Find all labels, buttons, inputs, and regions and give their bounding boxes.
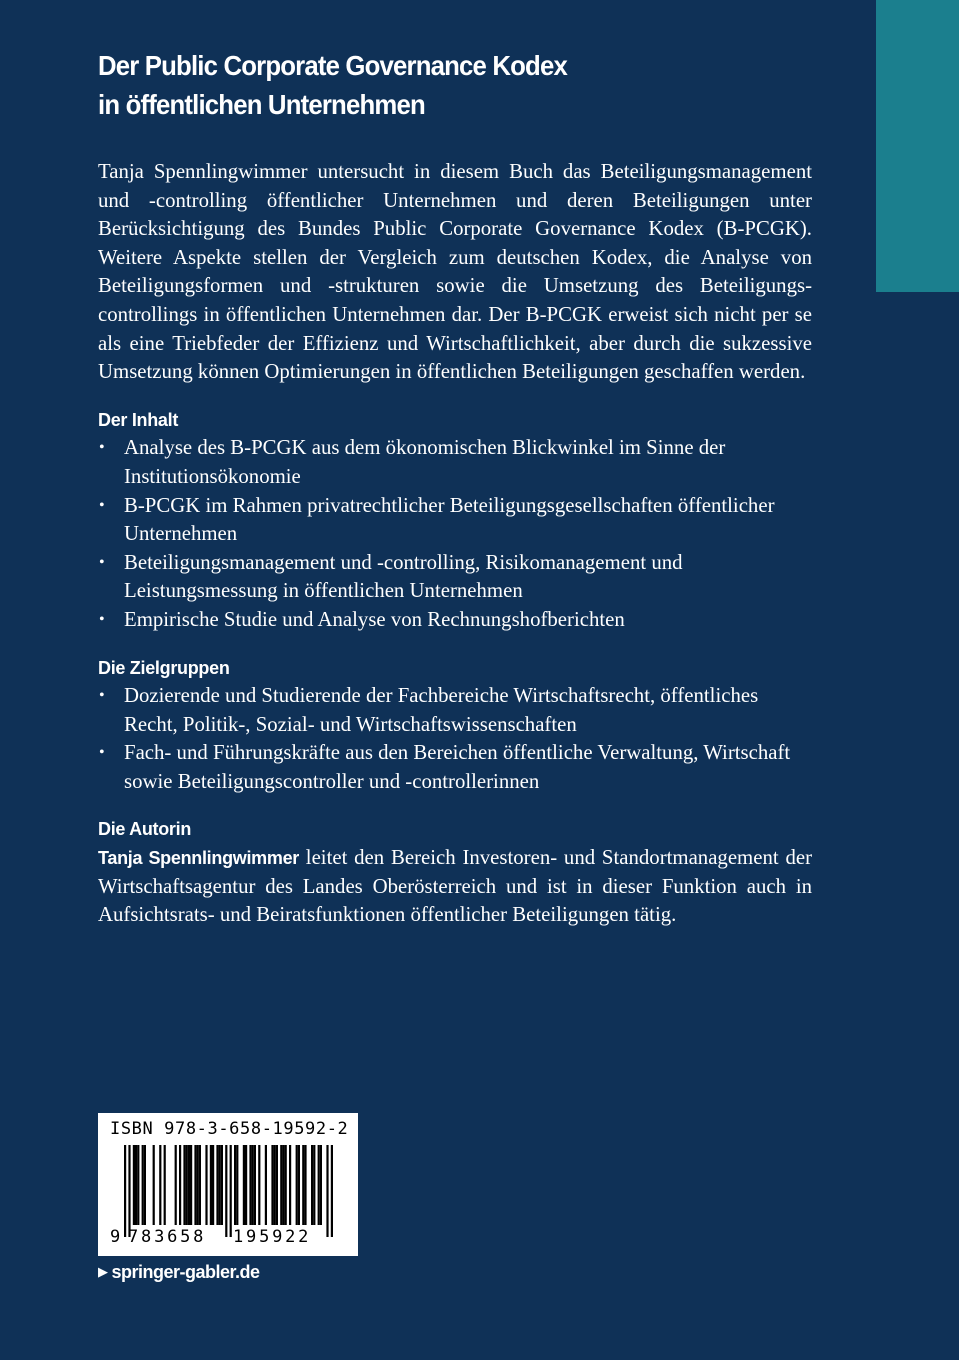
barcode-bar — [304, 1145, 306, 1225]
barcode-bar — [128, 1145, 130, 1237]
barcode-bar — [142, 1145, 144, 1225]
audience-heading: Die Zielgruppen — [98, 657, 230, 678]
barcode-bar — [313, 1145, 315, 1225]
barcode-digits-right: 195922 — [233, 1227, 312, 1247]
author-bio — [98, 844, 812, 930]
barcode-bar — [153, 1145, 155, 1225]
barcode-bar — [282, 1145, 284, 1225]
title-line-1: Der Public Corporate Governance Kodex — [98, 50, 567, 81]
author-bio-text: leitet den Bereich Investoren- und Standortmanagement der Wirtschaftsagentur des Landes Oberösterreich und ist in dieser Funktion auch in Aufsichtsrats- und Beiratsfunktionen öffentlicher Beteiligungen tätig. — [98, 846, 812, 927]
barcode-bar — [289, 1145, 291, 1225]
barcode-digit-lead: 9 — [110, 1227, 121, 1247]
barcode-bar — [179, 1145, 181, 1225]
barcode-bar — [252, 1145, 254, 1225]
barcode-bar — [274, 1145, 276, 1225]
barcode-bar — [194, 1145, 196, 1225]
barcode-bar — [265, 1145, 267, 1225]
list-item: • Fach- und Führungskräfte aus den Bereichen öffentliche Verwaltung, Wirtschaft sowie Beteiligungscontroller und -controllerinnen — [99, 741, 791, 793]
barcode-bar — [236, 1145, 238, 1225]
barcode-bar — [212, 1145, 214, 1225]
barcode-bar — [188, 1145, 190, 1225]
barcode-bar — [135, 1145, 137, 1225]
list-item: • B-PCGK im Rahmen privatrechtlicher Beteiligungsgesellschaften öffentlicher Unternehmen — [99, 493, 775, 546]
barcode-bar — [285, 1145, 287, 1225]
barcode-bar — [331, 1145, 333, 1237]
barcode-bar — [175, 1145, 177, 1225]
barcode-bar — [243, 1145, 245, 1225]
barcode-bar — [234, 1145, 236, 1225]
barcode-bar — [197, 1145, 199, 1225]
audience-list — [98, 682, 812, 796]
barcode-bar — [164, 1145, 166, 1225]
book-title — [98, 46, 755, 124]
intro-paragraph: Tanja Spennlingwimmer untersucht in diesem Buch das Beteiligungsmanagement und -controlling öffentlicher Unternehmen und deren Beteiligungen unter Berücksichtigung des Bundes Public Corporate Governance Kodex (B-PCGK). Weitere Aspekte stellen der Vergleich zum deutschen Kodex, die Analyse von Beteiligungsformen und -strukturen sowie die Umsetzung des Beteiligungscontrollings in öffentlichen Unternehmen dar. Der B-PCGK erweist sich nicht per se als eine Triebfeder der Effizienz und Wirtschaftlichkeit, aber durch die sukzessive Umsetzung können Optimierungen in öffentlichen Beteiligungen geschaffen werden. — [98, 160, 812, 384]
author-name: Tanja Spennlingwimmer — [98, 848, 299, 869]
contents-list — [98, 434, 812, 634]
barcode-bar — [296, 1145, 298, 1225]
barcode-bar — [199, 1145, 201, 1225]
barcode-bar — [133, 1145, 135, 1225]
barcode-bar — [311, 1145, 313, 1225]
audience-section — [98, 654, 812, 797]
barcode-bar — [183, 1145, 185, 1225]
barcode-bar — [318, 1145, 320, 1225]
bullet-icon: • — [99, 610, 105, 628]
barcode-bar — [221, 1145, 223, 1225]
title-line-2: in öffentlichen Unternehmen — [98, 89, 425, 120]
barcode-bar — [302, 1145, 304, 1225]
author-section — [98, 815, 812, 929]
list-item: • Analyse des B-PCGK aus dem ökonomischen Blickwinkel im Sinne der Institutionsökonomie — [99, 436, 726, 488]
barcode-bar — [219, 1145, 221, 1225]
barcode-bar — [276, 1145, 278, 1225]
website-label: springer-gabler.de — [111, 1262, 260, 1282]
bullet-icon: • — [99, 744, 105, 762]
barcode-bar — [205, 1145, 207, 1225]
barcode-bar — [225, 1145, 227, 1237]
barcode-bar — [258, 1145, 260, 1225]
barcode-bar — [280, 1145, 282, 1225]
bullet-icon: • — [99, 439, 105, 457]
barcode-bar — [186, 1145, 188, 1225]
author-heading: Die Autorin — [98, 819, 192, 840]
list-item: • Empirische Studie und Analyse von Rechnungshofberichten — [98, 606, 812, 635]
isbn-label: ISBN 978-3-658-19592-2 — [110, 1119, 349, 1139]
barcode-bar — [298, 1145, 300, 1225]
back-cover-content — [98, 46, 812, 930]
isbn-barcode — [98, 1113, 358, 1256]
barcode-bar — [216, 1145, 218, 1225]
play-arrow-icon: ▶ — [98, 1264, 108, 1279]
barcode-bar — [124, 1145, 126, 1237]
contents-heading: Der Inhalt — [98, 409, 179, 430]
barcode-bar — [210, 1145, 212, 1225]
barcode-bar — [326, 1145, 328, 1237]
barcode-bar — [249, 1145, 251, 1225]
bullet-icon: • — [99, 496, 105, 514]
barcode-digits — [98, 1227, 358, 1253]
list-item: • Beteiligungsmanagement und -controlling, Risikomanagement und Leistungsmessung in öffentlichen Unternehmen — [99, 550, 683, 603]
barcode-bar — [144, 1145, 146, 1225]
barcode-bar — [230, 1145, 232, 1237]
contents-section — [98, 406, 812, 635]
barcode-bar — [190, 1145, 192, 1225]
barcode-bar — [245, 1145, 247, 1225]
barcode-bar — [271, 1145, 273, 1225]
publisher-website[interactable] — [98, 1262, 260, 1283]
barcode-bar — [320, 1145, 322, 1225]
bullet-icon: • — [99, 687, 105, 705]
barcode-bar — [254, 1145, 256, 1225]
barcode-bar — [159, 1145, 161, 1225]
barcode-digits-left: 783658 — [128, 1227, 207, 1247]
list-item: • Dozierende und Studierende der Fachbereiche Wirtschaftsrecht, öffentliches Recht, Politik-, Sozial- und Wirtschaftswissenschaften — [99, 684, 759, 736]
teal-accent-block — [876, 0, 959, 292]
bullet-icon: • — [99, 553, 105, 571]
barcode-bar — [137, 1145, 139, 1225]
